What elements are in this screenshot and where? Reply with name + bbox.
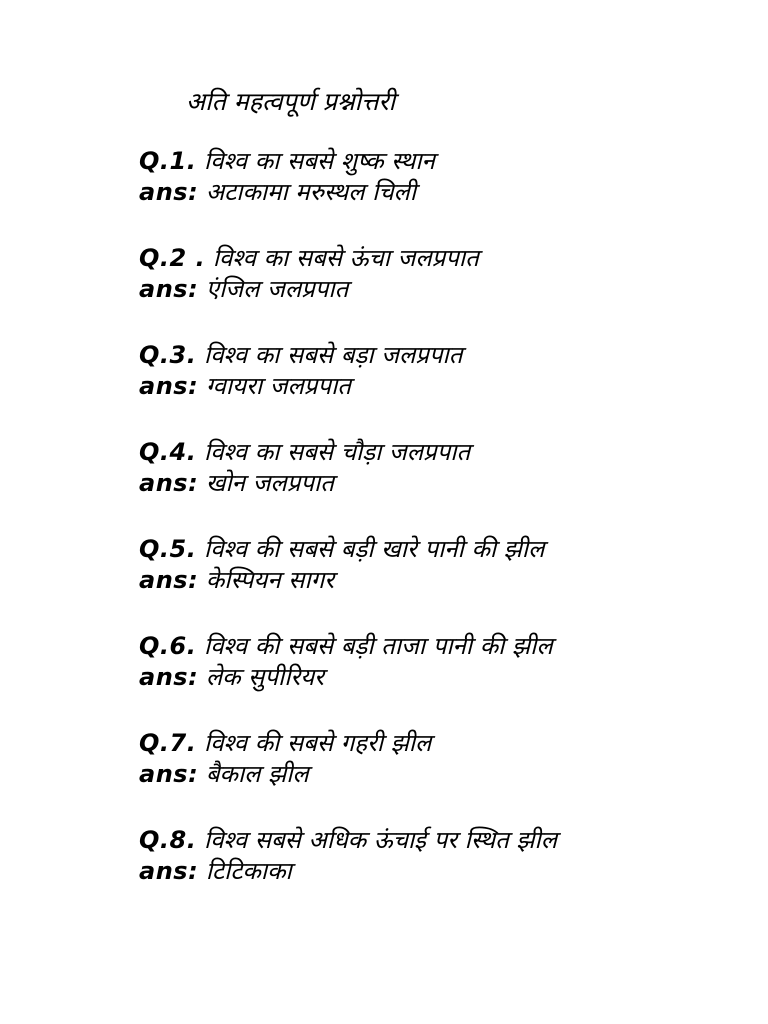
answer-line xyxy=(139,565,759,596)
question-line xyxy=(139,437,759,468)
answer-text: केस्पियन सागर xyxy=(205,566,335,594)
answer-line xyxy=(139,371,759,402)
qa-item-6 xyxy=(139,631,759,693)
answer-text: लेक सुपीरियर xyxy=(205,663,324,691)
qa-item-5 xyxy=(139,534,759,596)
answer-label: ans: xyxy=(139,372,199,400)
question-text: विश्व का सबसे चौड़ा जलप्रपात xyxy=(203,438,471,466)
question-text: विश्व का सबसे ऊंचा जलप्रपात xyxy=(212,244,479,272)
answer-label: ans: xyxy=(139,275,199,303)
question-number: Q.8. xyxy=(139,826,197,854)
answer-label: ans: xyxy=(139,857,199,885)
answer-line xyxy=(139,274,759,305)
question-line xyxy=(139,146,759,177)
question-text: विश्व की सबसे बड़ी ताजा पानी की झील xyxy=(203,632,553,660)
qa-item-2 xyxy=(139,243,759,305)
qa-item-3 xyxy=(139,340,759,402)
question-number: Q.1. xyxy=(139,147,197,175)
answer-text: अटाकामा मरुस्थल चिली xyxy=(205,178,417,206)
answer-line xyxy=(139,759,759,790)
question-number: Q.7. xyxy=(139,729,197,757)
question-number: Q.5. xyxy=(139,535,197,563)
answer-label: ans: xyxy=(139,469,199,497)
answer-line xyxy=(139,468,759,499)
question-line xyxy=(139,243,759,274)
question-text: विश्व का सबसे बड़ा जलप्रपात xyxy=(203,341,463,369)
qa-item-8 xyxy=(139,825,759,887)
page-title: अति महत्वपूर्ण प्रश्नोत्तरी xyxy=(186,87,396,116)
question-text: विश्व सबसे अधिक ऊंचाई पर स्थित झील xyxy=(203,826,558,854)
answer-line xyxy=(139,662,759,693)
answer-text: ग्वायरा जलप्रपात xyxy=(205,372,351,400)
question-line xyxy=(139,340,759,371)
question-line xyxy=(139,728,759,759)
question-number: Q.2 . xyxy=(139,244,206,272)
answer-line xyxy=(139,177,759,208)
question-number: Q.4. xyxy=(139,438,197,466)
answer-label: ans: xyxy=(139,663,199,691)
question-number: Q.6. xyxy=(139,632,197,660)
qa-item-7 xyxy=(139,728,759,790)
qa-item-1 xyxy=(139,146,759,208)
question-text: विश्व की सबसे बड़ी खारे पानी की झील xyxy=(203,535,545,563)
answer-text: टिटिकाका xyxy=(205,857,292,885)
qa-item-4 xyxy=(139,437,759,499)
qa-list xyxy=(139,146,759,922)
question-number: Q.3. xyxy=(139,341,197,369)
question-line xyxy=(139,631,759,662)
answer-text: एंजिल जलप्रपात xyxy=(205,275,349,303)
answer-text: खोन जलप्रपात xyxy=(205,469,334,497)
answer-text: बैकाल झील xyxy=(205,760,309,788)
question-text: विश्व की सबसे गहरी झील xyxy=(203,729,432,757)
answer-label: ans: xyxy=(139,178,199,206)
answer-line xyxy=(139,856,759,887)
question-line xyxy=(139,534,759,565)
question-text: विश्व का सबसे शुष्क स्थान xyxy=(203,147,435,175)
answer-label: ans: xyxy=(139,760,199,788)
answer-label: ans: xyxy=(139,566,199,594)
question-line xyxy=(139,825,759,856)
